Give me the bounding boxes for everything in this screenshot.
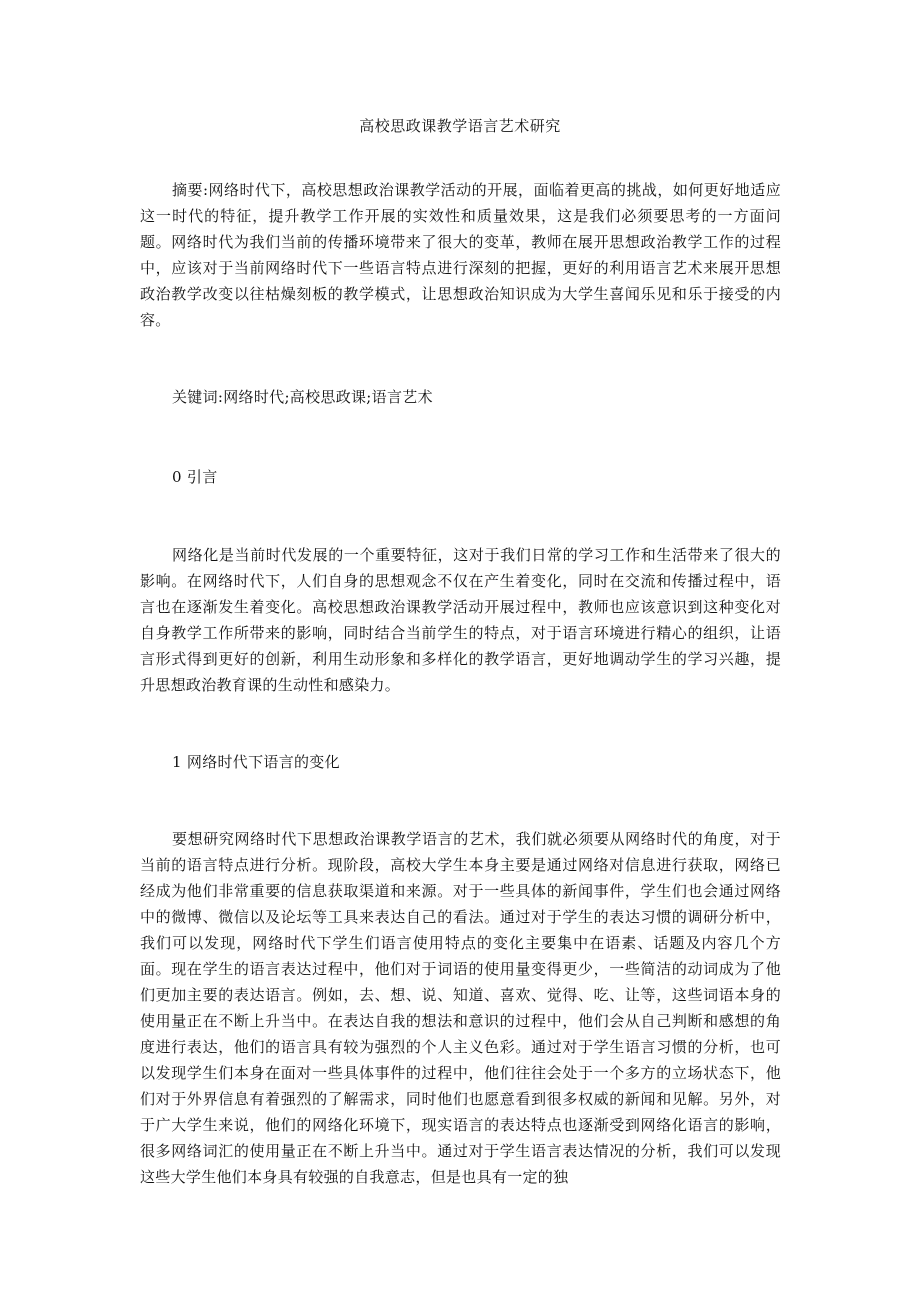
section-1-paragraph: 要想研究网络时代下思想政治课教学语言的艺术，我们就必须要从网络时代的角度，对于当前的语言特点进行分析。现阶段，高校大学生本身主要是通过网络对信息进行获取，网络已经成为他们非常重要的信息获取渠道和来源。对于一些具体的新闻事件，学生们也会通过网络中的微博、微信以及论坛等工具来表达自己的看法。通过对于学生的表达习惯的调研分析中，我们可以发现，网络时代下学生们语言使用特点的变化主要集中在语素、话题及内容几个方面。现在学生的语言表达过程中，他们对于词语的使用量变得更少，一些简洁的动词成为了他们更加主要的表达语言。例如，去、想、说、知道、喜欢、觉得、吃、让等，这些词语本身的使用量正在不断上升当中。在表达自我的想法和意识的过程中，他们会从自己判断和感想的角度进行表达，他们的语言具有较为强烈的个人主义色彩。通过对于学生语言习惯的分析，也可以发现学生们本身在面对一些具体事件的过程中，他们往往会处于一个多方的立场状态下，他们对于外界信息有着强烈的了解需求，同时他们也愿意看到很多权威的新闻和见解。另外，对于广大学生来说，他们的网络化环境下，现实语言的表达特点也逐渐受到网络化语言的影响，很多网络词汇的使用量正在不断上升当中。通过对于学生语言表达情况的分析，我们可以发现这些大学生他们本身具有较强的自我意志，但是也具有一定的独 xyxy=(140,830,781,1186)
section-0-heading: 0 引言 xyxy=(172,468,218,486)
document-title: 高校思政课教学语言艺术研究 xyxy=(359,117,561,135)
keywords-line: 关键词:网络时代;高校思政课;语言艺术 xyxy=(172,388,433,406)
abstract-paragraph: 摘要:网络时代下，高校思想政治课教学活动的开展，面临着更高的挑战，如何更好地适应这一时代的特征，提升教学工作开展的实效性和质量效果，这是我们必须要思考的一方面问题。网络时代为我们当前的传播环境带来了很大的变革，教师在展开思想政治教学工作的过程中，应该对于当前网络时代下一些语言特点进行深刻的把握，更好的利用语言艺术来展开思想政治教学改变以往枯燥刻板的教学模式，让思想政治知识成为大学生喜闻乐见和乐于接受的内容。 xyxy=(140,181,781,329)
section-1-heading: 1 网络时代下语言的变化 xyxy=(172,753,340,771)
section-0-paragraph: 网络化是当前时代发展的一个重要特征，这对于我们日常的学习工作和生活带来了很大的影响。在网络时代下，人们自身的思想观念不仅在产生着变化，同时在交流和传播过程中，语言也在逐渐发生着变化。高校思想政治课教学活动开展过程中，教师也应该意识到这种变化对自身教学工作所带来的影响，同时结合当前学生的特点，对于语言环境进行精心的组织，让语言形式得到更好的创新，利用生动形象和多样化的教学语言，更好地调动学生的学习兴趣，提升思想政治教育课的生动性和感染力。 xyxy=(140,546,781,694)
